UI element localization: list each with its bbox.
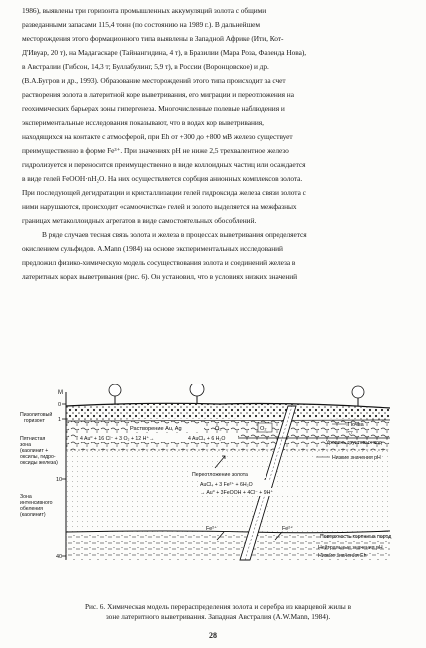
text-line: в Австралии (Гибсон, 14,3 т; Буллабулинг, 5,9 т), в России (Воронцовское) и др. bbox=[22, 62, 269, 71]
text-line: растворения золота в латеритной коре выветривания, его миграции и переотложения на bbox=[22, 90, 294, 99]
text-line: При последующей дегидратации и кристаллизации гелей гидроксида железа связи золота с bbox=[22, 188, 306, 197]
depth-tick-label: 1 bbox=[58, 417, 62, 423]
text-line: (В.А.Бугров и др., 1993). Образование месторождений этого типа происходит за счет bbox=[22, 76, 286, 85]
label-low-eh: Низкие значения Eh bbox=[318, 553, 367, 559]
figure-caption bbox=[44, 602, 392, 622]
text-line: границах метаколлоидных агрегатов в виде самостоятельных обособлений. bbox=[22, 216, 257, 225]
tree-icon bbox=[190, 384, 204, 404]
tree-icon bbox=[109, 384, 121, 404]
paragraph-2 bbox=[22, 228, 408, 284]
label-oxygen: O₂ bbox=[215, 426, 222, 432]
tree-icon bbox=[352, 386, 364, 406]
body-text bbox=[22, 4, 408, 284]
text-line: В ряде случаев тесная связь золота и железа в процессах выветривания определяется bbox=[42, 230, 307, 239]
label-water-table: Уровень грунтовых вод bbox=[326, 440, 382, 446]
depth-axis-unit: M bbox=[58, 390, 63, 396]
depth-tick-label: 10 bbox=[56, 477, 63, 483]
text-line: находящихся на контакте с атмосферой, при Eh от +300 до +800 мВ железо существует bbox=[22, 132, 293, 141]
label-dissolution: Растворение Au, Ag bbox=[130, 426, 182, 432]
label-reaction-2: AuCl₄ + 3 Fe²⁺ + 6H₂O bbox=[200, 482, 253, 488]
text-line: гидролизуется и переносится преимущественно в виде коллоидных частиц или осаждается bbox=[22, 160, 306, 169]
label-oxygen: O₂ bbox=[260, 426, 267, 432]
figure-6-diagram bbox=[20, 384, 414, 598]
label-mottled: Пятнистая bbox=[20, 436, 46, 442]
svg-text:Зона интенсивного bbox=[20, 494, 54, 518]
text-line: преимущественно в форме Fe³⁺. При значениях pH не ниже 2,5 трехвалентное железо bbox=[22, 146, 289, 155]
label-neutral-ph: Нейтральные значения pH bbox=[318, 545, 383, 551]
caption-line: зоне латеритного выветривания. Западная Австралия (A.W.Mann, 1984). bbox=[105, 612, 331, 621]
label-bleached: интенсивного bbox=[20, 500, 53, 506]
text-line: латеритных корах выветривания (рис. 6). Он установил, что в условиях низких значений bbox=[22, 272, 298, 281]
depth-tick-label: 0 bbox=[58, 402, 62, 408]
label-mottled: оксиды железа) bbox=[20, 460, 58, 466]
text-line: разведанными запасами 115,4 тонн (по состоянию на 1989 г.). В дальнейшем bbox=[22, 20, 261, 29]
svg-text:Пизолитовый горизонт bbox=[20, 411, 54, 424]
pisolite-horizon bbox=[66, 403, 390, 421]
label-fe2: Fe²⁺ bbox=[282, 526, 293, 532]
text-line: геохимических барьерах зоны гипергенеза. Многочисленные полевые наблюдения и bbox=[22, 104, 285, 113]
label-low-ph: Низкие значения pH bbox=[332, 455, 381, 461]
label-pisolite: горизонт bbox=[24, 418, 45, 424]
caption-line: Рис. 6. Химическая модель перераспределения золота и серебра из кварцевой жилы в bbox=[84, 602, 352, 611]
text-line: окислением сульфидов. A.Mann (1984) на основе экспериментальных исследований bbox=[22, 244, 283, 253]
label-redeposition: Переотложение золота bbox=[192, 472, 248, 478]
label-soil: Почва bbox=[348, 422, 364, 428]
label-reaction-2b: → Au⁰ + 3FeOOH + 4Cl⁻ + 9H⁺ bbox=[200, 490, 274, 496]
label-mottled: оксилы, гидро- bbox=[20, 454, 56, 460]
label-bleached: обеления bbox=[20, 506, 43, 512]
label-fe2: Fe²⁺ bbox=[206, 526, 217, 532]
text-line: Д'Ивуар, 20 т), на Мадагаскаре (Тайнангидина, 4 т), в Бразилии (Мара Роза, Фазенда Нова), bbox=[22, 48, 307, 57]
text-line: экспериментальные исследования показывают, что в водах кор выветривания, bbox=[22, 118, 264, 127]
text-line: месторождения этого формационного типа выявлены в Западной Африке (Ити, Кот- bbox=[22, 34, 284, 43]
text-line: в виде гелей FeOOH·nH₂O. На них осуществляется сорбция анионных комплексов золота. bbox=[22, 174, 303, 183]
label-bedrock-surface: Поверхность коренных пород bbox=[320, 534, 392, 540]
label-bleached: (каолинит) bbox=[20, 512, 46, 518]
label-reaction-1b: 4 AuCl₄ + 6 H₂O bbox=[188, 436, 226, 442]
label-reaction-1: 4 Au⁰ + 16 Cl⁻ + 3 O₂ + 12 H⁺→ bbox=[80, 436, 155, 442]
label-pisolite: Пизолитовый bbox=[20, 412, 53, 418]
page-number: 28 bbox=[209, 631, 217, 640]
label-mottled: (каолинит + bbox=[20, 448, 49, 454]
label-mottled: зона bbox=[20, 442, 31, 448]
text-line: предложил физико-химическую модель сосуществования золота и соединений железа в bbox=[22, 258, 296, 267]
water-table-symbol: ▽ bbox=[348, 431, 353, 437]
paragraph-1 bbox=[22, 4, 408, 228]
text-line: ними нарушаются, происходит «самоочистка» гелей и золото выделяется на межфазных bbox=[22, 202, 297, 211]
label-bleached: Зона bbox=[20, 494, 32, 500]
text-line: 1986), выявлены три горизонта промышленных аккумуляций золота с общими bbox=[22, 6, 267, 15]
depth-tick-label: 40 bbox=[56, 554, 63, 560]
lateritic-profile-diagram bbox=[20, 384, 414, 598]
svg-text:Пятнистая зона bbox=[20, 436, 58, 466]
